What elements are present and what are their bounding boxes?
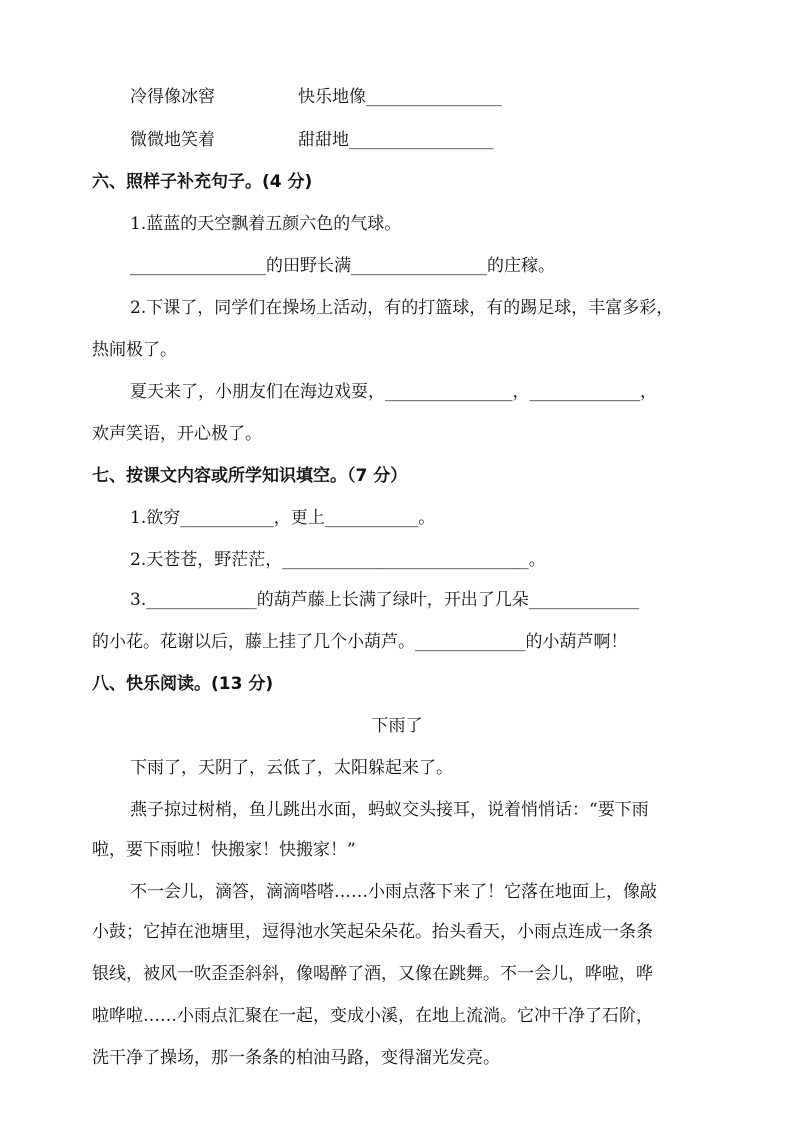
section5-row-2-left: 微微地笑着	[130, 130, 215, 150]
section6-fill2-line1: 夏天来了，小朋友们在海边戏耍，_______________，_____________，	[130, 382, 657, 402]
section5-row-1-left: 冷得像冰窖	[130, 87, 215, 107]
section7-q2: 2.天苍苍，野茫茫，_____________________________。	[130, 550, 546, 570]
story-p3-line1: 不一会儿，滴答，滴滴嗒嗒……小雨点落下来了！它落在地面上，像敲	[130, 882, 657, 902]
section6-fill2-line2: 欢声笑语，开心极了。	[92, 424, 262, 444]
story-p3-line5: 洗干净了操场，那一条条的柏油马路，变得溜光发亮。	[92, 1048, 500, 1068]
story-p3-line2: 小鼓；它掉在池塘里，逗得池水笑起朵朵花。抬头看天，小雨点连成一条条	[92, 922, 653, 942]
section6-example2-line2: 热闹极了。	[92, 340, 177, 360]
section6-example1: 1.蓝蓝的天空飘着五颜六色的气球。	[130, 214, 402, 234]
section8-heading: 八、快乐阅读。(13 分)	[92, 674, 274, 694]
story-title: 下雨了	[371, 716, 423, 736]
section7-q1: 1.欲穷___________，更上___________。	[130, 508, 436, 528]
story-p3-line4: 啦哗啦……小雨点汇聚在一起，变成小溪，在地上流淌。它冲干净了石阶，	[92, 1006, 653, 1026]
section7-q3-line2: 的小花。花谢以后，藤上挂了几个小葫芦。_____________的小葫芦啊！	[92, 632, 628, 652]
section6-fill1: ________________的田野长满________________的庄稼。	[130, 256, 555, 276]
section7-heading: 七、按课文内容或所学知识填空。（7 分）	[92, 466, 408, 486]
story-p1: 下雨了，天阴了，云低了，太阳躲起来了。	[130, 758, 453, 778]
story-p3-line3: 银线，被风一吹歪歪斜斜，像喝醉了酒，又像在跳舞。不一会儿，哗啦，哗	[92, 964, 653, 984]
section6-heading: 六、照样子补充句子。(4 分)	[92, 172, 313, 192]
story-p2-line2: 啦，要下雨啦！快搬家！快搬家！”	[92, 840, 356, 860]
section5-row-1-right: 快乐地像________________	[298, 87, 502, 107]
story-p2-line1: 燕子掠过树梢，鱼儿跳出水面，蚂蚁交头接耳，说着悄悄话：“要下雨	[130, 800, 649, 820]
section6-example2-line1: 2.下课了，同学们在操场上活动，有的打篮球，有的踢足球，丰富多彩，	[130, 298, 674, 318]
section7-q3-line1: 3._____________的葫芦藤上长满了绿叶，开出了几朵_____________	[130, 590, 640, 610]
section5-row-2-right: 甜甜地_________________	[298, 130, 494, 150]
